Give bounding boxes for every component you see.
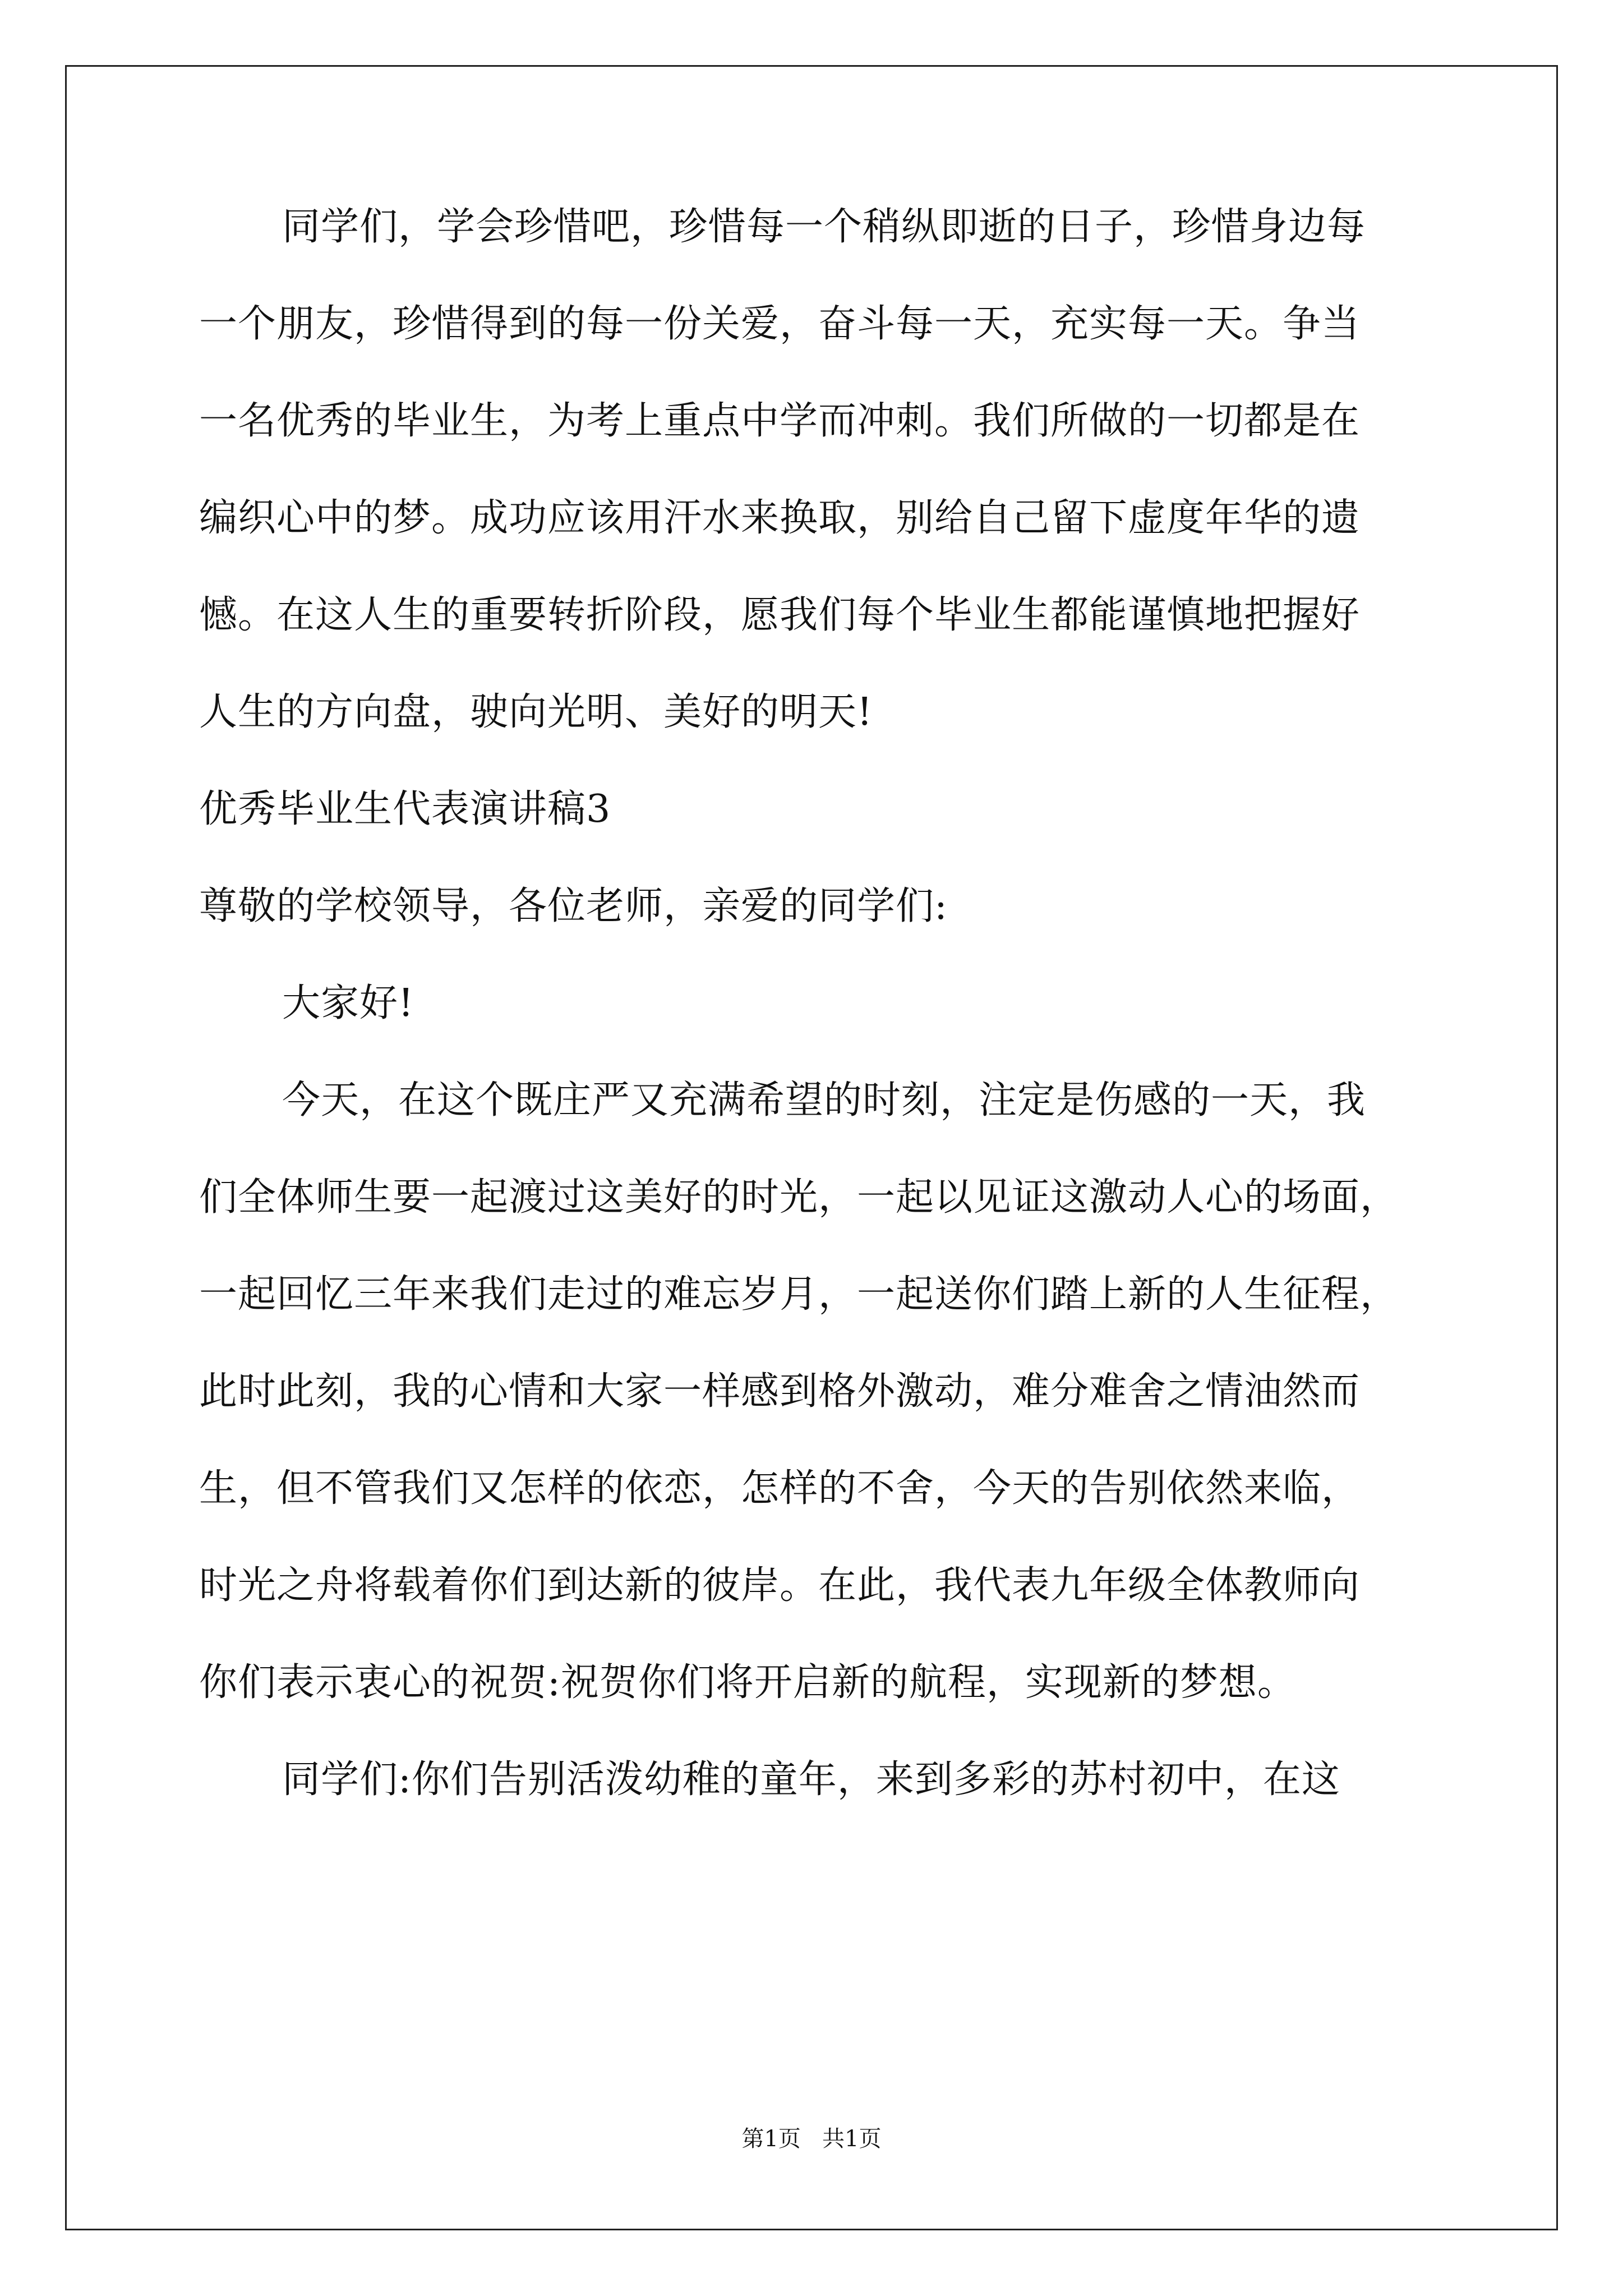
salutation: 尊敬的学校领导，各位老师，亲爱的同学们: — [199, 884, 948, 928]
paragraph-line: 同学们，学会珍惜吧，珍惜每一个稍纵即逝的日子，珍惜身边每 — [282, 205, 1366, 249]
page-footer: 第1页 共1页 — [741, 2126, 882, 2152]
section-heading: 优秀毕业生代表演讲稿3 — [199, 787, 611, 831]
paragraph-line: 同学们:你们告别活泼幼稚的童年，来到多彩的苏村初中，在这 — [282, 1757, 1340, 1802]
paragraph-line: 人生的方向盘，驶向光明、美好的明天! — [199, 690, 873, 734]
paragraph-line: 一名优秀的毕业生，为考上重点中学而冲刺。我们所做的一切都是在 — [199, 399, 1361, 443]
paragraph-line: 编织心中的梦。成功应该用汗水来换取，别给自己留下虚度年华的遗 — [199, 496, 1361, 540]
paragraph-line: 此时此刻，我的心情和大家一样感到格外激动，难分难舍之情油然而 — [199, 1369, 1361, 1414]
paragraph-line: 生，但不管我们又怎样的依恋，怎样的不舍，今天的告别依然来临， — [199, 1466, 1361, 1511]
paragraph-line: 你们表示衷心的祝贺:祝贺你们将开启新的航程，实现新的梦想。 — [199, 1660, 1296, 1705]
paragraph-line: 一个朋友，珍惜得到的每一份关爱，奋斗每一天，充实每一天。争当 — [199, 302, 1361, 346]
paragraph-line: 憾。在这人生的重要转折阶段，愿我们每个毕业生都能谨慎地把握好 — [199, 593, 1361, 637]
paragraph-line: 今天，在这个既庄严又充满希望的时刻，注定是伤感的一天，我 — [282, 1078, 1366, 1122]
greeting: 大家好! — [282, 981, 414, 1025]
paragraph-line: 们全体师生要一起渡过这美好的时光，一起以见证这激动人心的场面， — [199, 1175, 1399, 1220]
paragraph-line: 一起回忆三年来我们走过的难忘岁月，一起送你们踏上新的人生征程， — [199, 1272, 1399, 1317]
paragraph-line: 时光之舟将载着你们到达新的彼岸。在此，我代表九年级全体教师向 — [199, 1563, 1361, 1608]
page-border — [65, 65, 1558, 2230]
